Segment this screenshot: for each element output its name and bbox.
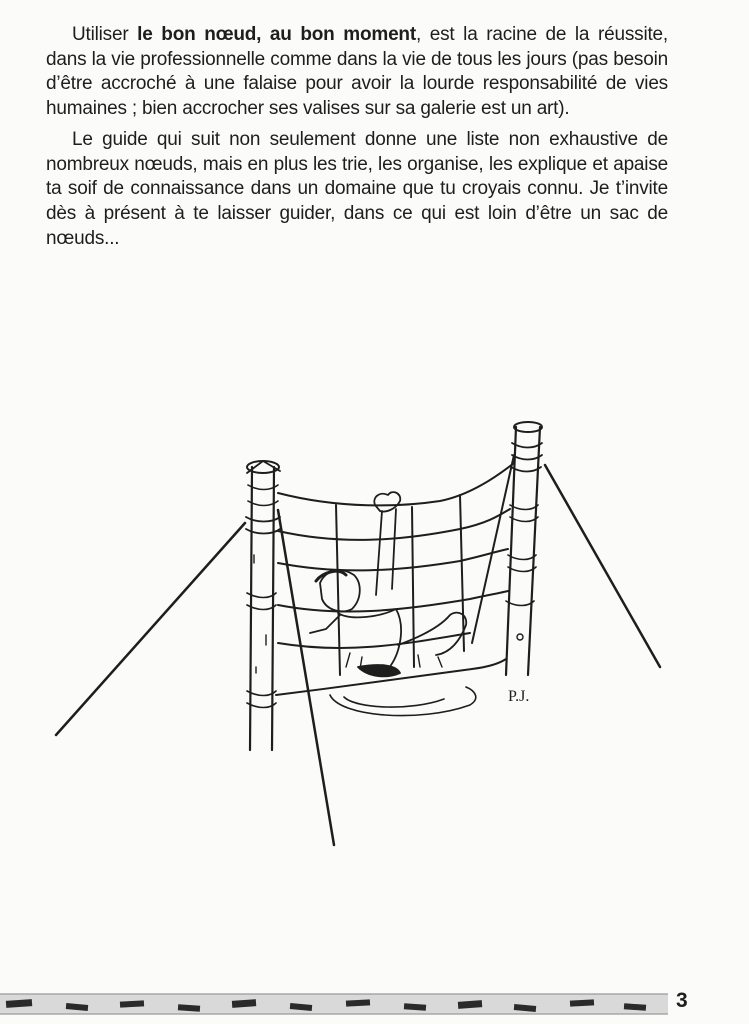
paragraph-intro <box>46 23 668 122</box>
bold-phrase: le bon nœud, au bon moment <box>137 24 416 45</box>
water-ripples <box>330 687 476 716</box>
paragraph-guide <box>46 128 668 252</box>
center-pole <box>278 510 334 845</box>
rope-net-illustration <box>40 405 680 865</box>
rope-footer-strip <box>0 982 668 1022</box>
text-run: Utiliser <box>72 24 138 45</box>
right-guy-pole <box>545 465 660 667</box>
right-post <box>506 422 542 675</box>
text-run: , est la racine de la réussite, dans la vie professionnelle comme dans la vie de tous les jours (pas besoin d’être accroché à une falaise pour avoir la lourde responsabilité de vies humaines ; bien accrocher ses valises sur sa galerie est un art). <box>46 24 668 120</box>
left-guy-pole <box>56 523 245 735</box>
artist-signature: P.J. <box>508 688 530 705</box>
text-run: Le guide qui suit non seulement donne une liste non exhaustive de nombreux nœuds, mais en plus les trie, les organise, les explique et apaise ta soif de connaissance dans un domaine que tu croyais connu. Je t’invite dès à présent à te laisser guider, dans ce qui est loin d’être un sac de nœuds... <box>46 128 668 249</box>
left-post <box>246 461 280 750</box>
page-number: 3 <box>676 989 688 1012</box>
body-text <box>46 23 668 251</box>
net-ropes <box>276 463 514 695</box>
